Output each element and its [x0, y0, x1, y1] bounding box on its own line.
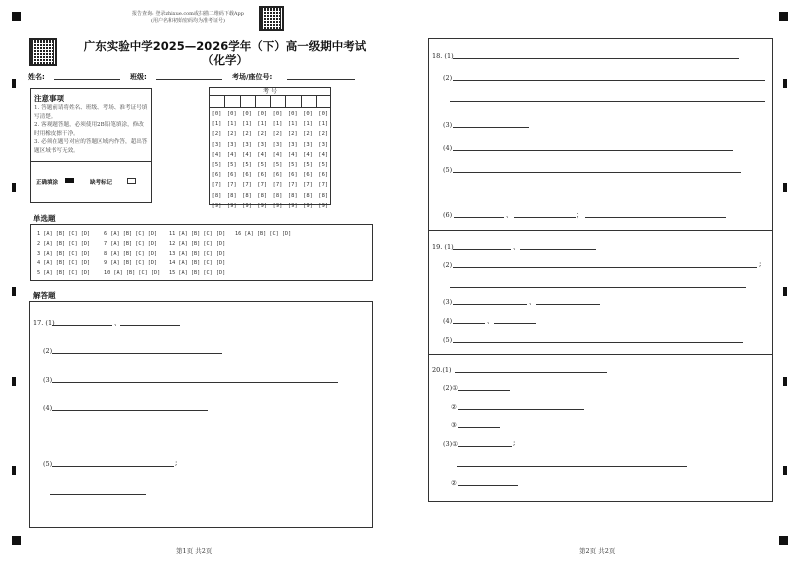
q18-part6-blank[interactable] [585, 217, 726, 218]
grid-divider [285, 96, 286, 108]
exam-number-bubble[interactable]: [5] [211, 162, 222, 168]
exam-number-bubble[interactable]: [7] [318, 182, 329, 189]
exam-number-bubble[interactable]: [3] [242, 141, 252, 148]
mcq-question-row[interactable]: 14 [A] [B] [C] [D] [169, 260, 226, 267]
q19-part1-blank[interactable] [453, 249, 511, 250]
semicolon-separator: ; [175, 459, 178, 467]
exam-number-bubble[interactable]: [1] [242, 121, 252, 128]
q17-part3-blank[interactable] [52, 382, 338, 383]
filled-bubble-icon [65, 178, 74, 183]
exam-number-bubble[interactable]: [3] [226, 141, 237, 148]
credential-hint-line: (用户名和初始密码均为准考证号) [151, 18, 225, 24]
exam-number-bubble[interactable]: [6] [226, 172, 237, 179]
q18-part2-blank[interactable] [453, 80, 765, 81]
q18-part1-label: 18. (1) [432, 52, 454, 60]
exam-number-bubble[interactable]: [9] [226, 202, 237, 209]
q19-part1-blank[interactable] [520, 249, 596, 250]
exam-number-bubble[interactable]: [9] [287, 202, 298, 209]
exam-number-bubble[interactable]: [4] [318, 151, 329, 158]
q19-part2-blank[interactable] [453, 267, 757, 268]
exam-number-bubble[interactable]: [4] [303, 151, 313, 158]
timing-mark [12, 466, 16, 475]
exam-number-bubble[interactable]: [3] [287, 141, 298, 148]
q19-part4-blank[interactable] [453, 323, 485, 324]
mcq-question-row[interactable]: 10 [A] [B] [C] [D] [104, 270, 161, 277]
exam-number-title: 考 号 [209, 87, 331, 96]
exam-number-bubble[interactable]: [7] [226, 182, 237, 189]
exam-number-bubble[interactable]: [6] [242, 172, 252, 179]
exam-number-bubble[interactable]: [1] [272, 121, 283, 128]
mcq-question-row[interactable]: 1 [A] [B] [C] [D] [37, 231, 91, 237]
timing-mark [12, 183, 16, 192]
exam-number-bubble[interactable]: [4] [226, 151, 237, 158]
grid-divider [316, 96, 317, 108]
q20-part3-blank[interactable] [457, 466, 687, 467]
q20-part3-label: (3)① [443, 440, 459, 448]
comma-separator: 、 [114, 319, 121, 327]
mcq-question-row[interactable]: 12 [A] [B] [C] [D] [169, 240, 226, 247]
timing-mark [12, 377, 16, 386]
q17-part1-label: 17. (1) [33, 319, 55, 327]
exam-number-bubble[interactable]: [0] [287, 111, 298, 117]
exam-number-bubble[interactable]: [2] [287, 131, 298, 138]
comma-separator: 、 [529, 298, 536, 306]
exam-number-bubble[interactable]: [4] [257, 151, 268, 158]
q18-part1-blank[interactable] [453, 58, 739, 59]
comma-separator: 、 [513, 243, 520, 251]
mcq-question-row[interactable]: 6 [A] [B] [C] [D] [104, 231, 158, 237]
grid-divider [270, 96, 271, 108]
qr-code-icon [259, 6, 284, 31]
mcq-question-row[interactable]: 11 [A] [B] [C] [D] [169, 231, 226, 237]
absent-mark-label: 缺考标记 [90, 180, 113, 186]
q19-part2-blank[interactable] [450, 287, 746, 288]
exam-number-bubble[interactable]: [0] [257, 111, 268, 117]
q18-part5-blank[interactable] [453, 172, 741, 173]
q18-part5-label: (5) [443, 166, 453, 174]
q20-box [428, 354, 773, 502]
exam-number-bubble[interactable]: [7] [242, 182, 252, 189]
absent-checkbox[interactable] [127, 178, 136, 184]
exam-number-bubble[interactable]: [7] [257, 182, 268, 189]
exam-number-bubble[interactable]: [6] [272, 172, 283, 179]
q18-part2-blank[interactable] [450, 101, 765, 102]
exam-number-bubble[interactable]: [8] [211, 192, 222, 199]
mcq-question-row[interactable]: 3 [A] [B] [C] [D] [37, 250, 91, 257]
q20-part2-blank[interactable] [458, 390, 510, 391]
q18-part3-label: (3) [443, 121, 453, 129]
exam-number-bubble[interactable]: [0] [303, 111, 313, 117]
q19-part4-label: (4) [443, 317, 453, 325]
q19-part3-blank[interactable] [453, 304, 527, 305]
comma-separator: 、 [506, 211, 513, 219]
exam-number-bubble[interactable]: [7] [272, 182, 283, 189]
page-number: 第2页 共2页 [579, 547, 616, 555]
exam-number-bubble[interactable]: [7] [211, 182, 222, 189]
exam-number-bubble[interactable]: [9] [272, 202, 283, 209]
exam-number-bubble[interactable]: [4] [272, 151, 283, 158]
class-label: 班级: [130, 73, 147, 81]
q18-part3-blank[interactable] [453, 127, 529, 128]
seat-field[interactable] [287, 79, 355, 80]
mcq-question-row[interactable]: 5 [A] [B] [C] [D] [37, 270, 91, 277]
q20-part3-sub-blank[interactable] [458, 485, 518, 486]
semicolon-separator: ; [759, 260, 762, 268]
page-number: 第1页 共2页 [176, 547, 213, 555]
exam-number-bubble[interactable]: [2] [303, 131, 313, 138]
q17-part4-blank[interactable] [52, 410, 208, 411]
q20-part1-label: 20.(1) [432, 366, 452, 374]
q17-part5-blank[interactable] [50, 494, 146, 495]
timing-mark [783, 287, 787, 296]
exam-number-bubble[interactable]: [8] [303, 192, 313, 199]
q17-part4-label: (4) [43, 404, 53, 412]
exam-number-bubble[interactable]: [1] [257, 121, 268, 128]
registration-mark [12, 12, 21, 21]
q17-part3-label: (3) [43, 376, 53, 384]
exam-number-bubble[interactable]: [1] [318, 121, 329, 128]
q17-part2-label: (2) [43, 347, 53, 355]
q20-part3-blank[interactable] [458, 446, 512, 447]
exam-number-bubble[interactable]: [0] [226, 111, 237, 117]
exam-title: 广东实验中学2025—2026学年（下）高一级期中考试 [83, 39, 367, 53]
exam-number-bubble[interactable]: [9] [257, 202, 268, 209]
exam-number-bubble[interactable]: [1] [226, 121, 237, 128]
timing-mark [12, 79, 16, 88]
timing-mark [783, 183, 787, 192]
name-label: 姓名: [28, 73, 45, 81]
exam-number-bubble[interactable]: [8] [318, 192, 329, 199]
exam-number-bubble[interactable]: [9] [211, 202, 222, 209]
q19-part3-blank[interactable] [536, 304, 600, 305]
grid-divider [255, 96, 256, 108]
exam-number-bubble[interactable]: [1] [303, 121, 313, 128]
seat-label: 考场/座位号: [232, 73, 273, 81]
q20-part2-sub-label: ② [451, 403, 457, 411]
mcq-question-row[interactable]: 7 [A] [B] [C] [D] [104, 240, 158, 247]
exam-number-bubble[interactable]: [5] [303, 162, 313, 168]
exam-number-bubble[interactable]: [5] [242, 162, 252, 168]
exam-number-bubble[interactable]: [3] [303, 141, 313, 148]
exam-number-bubble[interactable]: [2] [318, 131, 329, 138]
notice-item: 3. 必须在题号对应的答题区域内作答，超出答题区域书写无效。 [34, 139, 148, 154]
registration-mark [779, 536, 788, 545]
exam-number-bubble[interactable]: [6] [303, 172, 313, 179]
mcq-question-row[interactable]: 13 [A] [B] [C] [D] [169, 250, 226, 257]
mcq-question-row[interactable]: 8 [A] [B] [C] [D] [104, 250, 158, 257]
mcq-question-row[interactable]: 15 [A] [B] [C] [D] [169, 270, 226, 277]
exam-number-bubble[interactable]: [8] [272, 192, 283, 199]
exam-number-bubble[interactable]: [8] [287, 192, 298, 199]
registration-mark [779, 12, 788, 21]
q19-part5-blank[interactable] [453, 342, 743, 343]
registration-mark [12, 536, 21, 545]
q19-part4-blank[interactable] [494, 323, 536, 324]
q18-part2-label: (2) [443, 74, 453, 82]
exam-number-bubble[interactable]: [8] [257, 192, 268, 199]
mcq-question-row[interactable]: 2 [A] [B] [C] [D] [37, 240, 91, 247]
q19-part3-label: (3) [443, 298, 453, 306]
q20-part2-sub-blank[interactable] [458, 409, 584, 410]
timing-mark [783, 466, 787, 475]
exam-number-bubble[interactable]: [7] [287, 182, 298, 189]
q19-part1-label: 19. (1) [432, 243, 454, 251]
grid-divider [301, 96, 302, 108]
exam-number-bubble[interactable]: [2] [257, 131, 268, 138]
grid-divider [240, 96, 241, 108]
exam-number-bubble[interactable]: [6] [287, 172, 298, 179]
report-query-line: 报告查询: 登录zhixue.com或扫描二维码下载App [132, 11, 244, 17]
divider [30, 161, 152, 162]
q17-part2-blank[interactable] [52, 353, 222, 354]
exam-number-bubble[interactable]: [6] [211, 172, 222, 179]
exam-number-bubble[interactable]: [2] [226, 131, 237, 138]
exam-number-bubble[interactable]: [9] [303, 202, 313, 209]
semicolon-separator: ; [513, 439, 516, 447]
exam-number-bubble[interactable]: [8] [226, 192, 237, 199]
exam-number-bubble[interactable]: [2] [242, 131, 252, 138]
qr-code-icon [29, 38, 57, 66]
exam-subtitle: （化学） [202, 53, 248, 67]
mcq-question-row[interactable]: 4 [A] [B] [C] [D] [37, 260, 91, 267]
name-field[interactable] [54, 79, 120, 80]
exam-number-bubble[interactable]: [4] [242, 151, 252, 158]
exam-number-bubble[interactable]: [9] [318, 202, 329, 209]
q17-part1-blank[interactable] [52, 325, 112, 326]
q18-part6-blank[interactable] [514, 217, 576, 218]
exam-number-bubble[interactable]: [0] [211, 111, 222, 117]
grid-divider [224, 96, 225, 108]
correct-fill-label: 正确填涂 [36, 180, 59, 186]
q18-part6-blank[interactable] [454, 217, 504, 218]
exam-number-bubble[interactable]: [3] [272, 141, 283, 148]
exam-number-bubble[interactable]: [8] [242, 192, 252, 199]
exam-number-bubble[interactable]: [0] [318, 111, 329, 117]
exam-number-bubble[interactable]: [0] [242, 111, 252, 117]
exam-number-bubble[interactable]: [7] [303, 182, 313, 189]
q20-part2-label: (2)① [443, 384, 459, 392]
exam-number-bubble[interactable]: [3] [257, 141, 268, 148]
semicolon-separator: ； [576, 211, 583, 219]
q20-part1-blank[interactable] [455, 372, 607, 373]
exam-number-bubble[interactable]: [2] [272, 131, 283, 138]
notice-item: 2. 客观题答题，必须使用2B铅笔填涂，修改时用橡皮擦干净。 [34, 122, 144, 137]
answer-section-title: 解答题 [33, 291, 56, 300]
exam-number-bubble[interactable]: [5] [257, 162, 268, 168]
q20-part3-sub-label: ② [451, 479, 457, 487]
q17-part1-blank[interactable] [120, 325, 180, 326]
mcq-question-row[interactable]: 9 [A] [B] [C] [D] [104, 260, 158, 267]
q19-part5-label: (5) [443, 336, 453, 344]
timing-mark [783, 377, 787, 386]
exam-number-bubble[interactable]: [0] [272, 111, 283, 117]
q18-box [428, 38, 773, 231]
mcq-section-title: 单选题 [33, 214, 56, 223]
q18-part4-label: (4) [443, 144, 453, 152]
exam-number-bubble[interactable]: [5] [272, 162, 283, 168]
exam-number-bubble[interactable]: [5] [318, 162, 329, 168]
exam-number-bubble[interactable]: [1] [211, 121, 222, 128]
exam-number-bubble[interactable]: [5] [226, 162, 237, 168]
mcq-question-row[interactable]: 16 [A] [B] [C] [D] [235, 231, 292, 237]
q20-part2-sub-label: ③ [451, 421, 457, 429]
exam-number-bubble[interactable]: [3] [211, 141, 222, 148]
q17-part5-blank[interactable] [52, 466, 174, 467]
timing-mark [12, 287, 16, 296]
exam-number-bubble[interactable]: [4] [211, 151, 222, 158]
q20-part2-sub-blank[interactable] [458, 427, 500, 428]
q19-part2-label: (2) [443, 261, 453, 269]
comma-separator: 、 [487, 317, 494, 325]
q18-part4-blank[interactable] [453, 150, 733, 151]
notice-item: 1. 答题前请将姓名、班级、考场、准考证号填写清楚。 [34, 105, 148, 120]
exam-number-bubble[interactable]: [3] [318, 141, 329, 148]
class-field[interactable] [156, 79, 222, 80]
q17-part5-label: (5) [43, 460, 53, 468]
exam-number-bubble[interactable]: [4] [287, 151, 298, 158]
exam-number-bubble[interactable]: [1] [287, 121, 298, 128]
notice-title: 注意事项 [34, 94, 64, 103]
exam-number-bubble[interactable]: [5] [287, 162, 298, 168]
exam-number-bubble[interactable]: [6] [318, 172, 329, 179]
exam-number-bubble[interactable]: [6] [257, 172, 268, 179]
exam-number-bubble[interactable]: [9] [242, 202, 252, 209]
exam-number-bubble[interactable]: [2] [211, 131, 222, 138]
q18-part6-label: (6) [443, 211, 453, 219]
timing-mark [783, 79, 787, 88]
